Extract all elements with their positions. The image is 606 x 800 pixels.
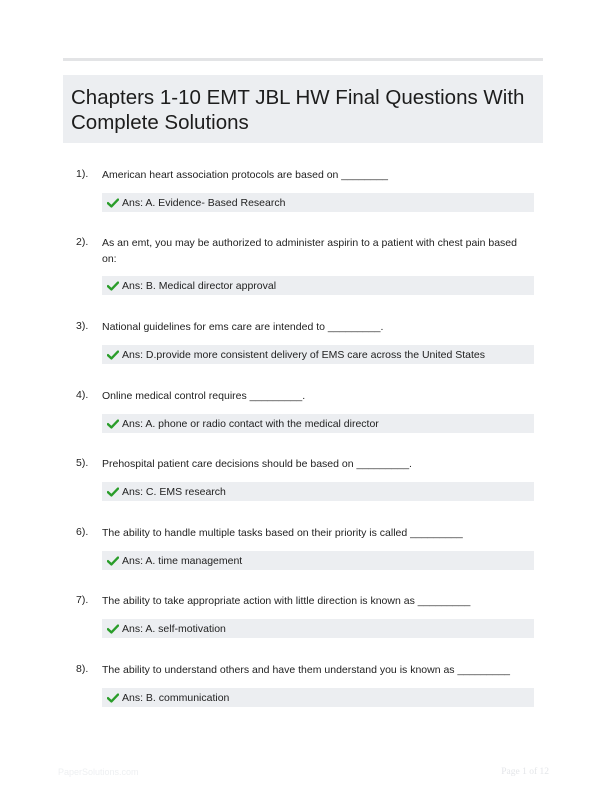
question-number: 6). (76, 526, 89, 538)
answer-text: Ans: A. time management (122, 554, 243, 567)
question-number: 7). (76, 594, 89, 606)
question-number: 1). (76, 168, 89, 180)
answer-box (102, 345, 534, 364)
check-icon (107, 281, 119, 291)
answer-text: Ans: B. communication (122, 691, 230, 704)
question-text: The ability to handle multiple tasks based on their priority is called _________ (102, 527, 463, 539)
question-text: Prehospital patient care decisions should be based on _________. (102, 458, 412, 470)
answer-text: Ans: C. EMS research (122, 485, 226, 498)
question-text: National guidelines for ems care are intended to _________. (102, 321, 384, 333)
page-title: Chapters 1-10 EMT JBL HW Final Questions With Complete Solutions (71, 86, 525, 134)
check-icon (107, 624, 119, 634)
question-number: 4). (76, 389, 89, 401)
watermark-text: PaperSolutions.com (58, 767, 139, 777)
answer-text: Ans: A. phone or radio contact with the medical director (122, 417, 379, 430)
check-icon (107, 487, 119, 497)
question-text: The ability to take appropriate action with little direction is known as _________ (102, 595, 471, 607)
title-banner (63, 75, 543, 143)
question-number: 3). (76, 320, 89, 332)
answer-box (102, 688, 534, 707)
question-number: 8). (76, 663, 89, 675)
top-divider (63, 58, 543, 61)
check-icon (107, 350, 119, 360)
question-text: As an emt, you may be authorized to administer aspirin to a patient with chest pain based on: (102, 237, 517, 265)
answer-box (102, 482, 534, 501)
answer-box (102, 276, 534, 295)
answer-box (102, 551, 534, 570)
page-number: Page 1 of 12 (501, 767, 549, 777)
check-icon (107, 556, 119, 566)
check-icon (107, 198, 119, 208)
answer-box (102, 619, 534, 638)
answer-text: Ans: A. Evidence- Based Research (122, 196, 286, 209)
answer-text: Ans: D.provide more consistent delivery of EMS care across the United States (122, 348, 485, 361)
question-number: 2). (76, 236, 89, 248)
question-text: The ability to understand others and have them understand you is known as _________ (102, 664, 511, 676)
check-icon (107, 419, 119, 429)
answer-box (102, 193, 534, 212)
question-number: 5). (76, 457, 89, 469)
question-text: American heart association protocols are based on ________ (102, 169, 389, 181)
answer-box (102, 414, 534, 433)
question-text: Online medical control requires _________. (102, 390, 306, 402)
answer-text: Ans: B. Medical director approval (122, 279, 277, 292)
answer-text: Ans: A. self-motivation (122, 622, 226, 635)
check-icon (107, 693, 119, 703)
